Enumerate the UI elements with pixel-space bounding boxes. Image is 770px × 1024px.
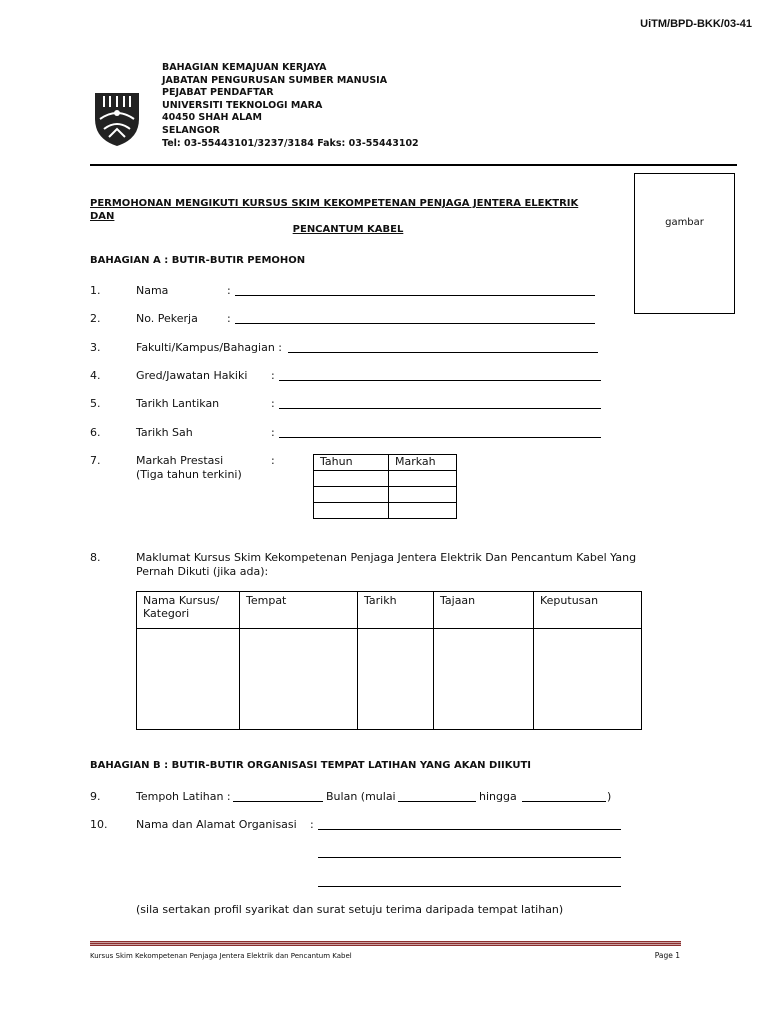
fakulti-input-line[interactable] [288,352,598,353]
table-header-tajaan: Tajaan [434,592,534,629]
mulai-input-line[interactable] [398,801,476,802]
table-cell[interactable] [358,629,434,730]
markah-prestasi-table [313,454,457,519]
nama-input-line[interactable] [235,295,595,296]
table-cell[interactable] [314,471,389,487]
table-header-nama-kursus [137,592,240,629]
table-cell[interactable] [534,629,642,730]
section-a-heading: BAHAGIAN A : BUTIR-BUTIR PEMOHON [90,255,306,266]
field-number: 1. [90,284,101,297]
markah-prestasi-colon: : [271,454,275,467]
organisasi-input-line-3[interactable] [318,886,621,887]
close-paren: ) [607,790,612,803]
footer-divider [90,941,681,946]
address-line: BAHAGIAN KEMAJUAN KERJAYA [162,62,327,73]
markah-prestasi-label: Markah Prestasi [136,454,224,467]
form-title-line2: PENCANTUM KABEL [292,224,404,235]
address-line: JABATAN PENGURUSAN SUMBER MANUSIA [162,74,388,86]
nama-alamat-colon: : [310,818,314,831]
organisasi-input-line-1[interactable] [318,829,621,830]
field-number: 4. [90,369,101,382]
form-title [90,197,606,236]
table-header-tahun: Tahun [314,455,389,471]
field-number: 7. [90,454,101,467]
table-cell[interactable] [389,487,457,503]
field-number: 8. [90,551,101,564]
nama-colon: : [227,284,231,297]
table-cell[interactable] [314,503,389,519]
bulan-mulai-label: Bulan (mulai [326,790,396,803]
kursus-info-line1: Maklumat Kursus Skim Kekompetenan Penjaga Jentera Elektrik Dan Pencantum Kabel Yang [136,551,637,564]
field-number: 5. [90,397,101,410]
table-cell[interactable] [314,487,389,503]
form-title-line1: PERMOHONAN MENGIKUTI KURSUS SKIM KEKOMPETENAN PENJAGA JENTERA ELEKTRIK DAN [90,198,579,222]
table-cell[interactable] [137,629,240,730]
tarikh-sah-label: Tarikh Sah [136,426,193,439]
form-reference-code: UiTM/BPD-BKK/03-41 [640,18,752,30]
tarikh-lantikan-colon: : [271,397,275,410]
tarikh-lantikan-label: Tarikh Lantikan [136,397,220,410]
kursus-history-table [136,591,642,730]
table-header-tempat: Tempat [240,592,358,629]
footer-course-name: Kursus Skim Kekompetenan Penjaga Jentera Elektrik dan Pencantum Kabel [90,952,352,960]
fakulti-label: Fakulti/Kampus/Bahagian : [136,341,283,354]
tempoh-latihan-label: Tempoh Latihan : [136,790,231,803]
markah-prestasi-sublabel: (Tiga tahun terkini) [136,468,242,481]
header-divider [90,164,737,166]
field-number: 3. [90,341,101,354]
section-b-heading: BAHAGIAN B : BUTIR-BUTIR ORGANISASI TEMPAT LATIHAN YANG AKAN DIIKUTI [90,760,532,771]
gred-jawatan-label: Gred/Jawatan Hakiki [136,369,248,382]
hingga-label: hingga [479,790,517,803]
tarikh-sah-input-line[interactable] [279,437,601,438]
lampiran-note: (sila sertakan profil syarikat dan surat setuju terima daripada tempat latihan) [136,903,564,916]
address-line: PEJABAT PENDAFTAR [162,87,274,99]
photo-box[interactable] [634,173,735,314]
gred-jawatan-colon: : [271,369,275,382]
no-pekerja-input-line[interactable] [235,323,595,324]
hingga-input-line[interactable] [522,801,606,802]
header-nama-kursus: Nama Kursus/ [143,594,220,607]
address-line: 40450 SHAH ALAM [162,112,262,124]
contact-line: Tel: 03-55443101/3237/3184 Faks: 03-55443102 [162,137,419,149]
no-pekerja-colon: : [227,312,231,325]
table-header-tarikh: Tarikh [358,592,434,629]
tempoh-bulan-input-line[interactable] [233,801,323,802]
photo-box-label: gambar [665,217,704,228]
field-number: 10. [90,818,108,831]
uitm-logo-icon [92,89,142,147]
table-header-keputusan: Keputusan [534,592,642,629]
table-cell[interactable] [240,629,358,730]
page-number: Page 1 [654,951,680,960]
gred-jawatan-input-line[interactable] [279,380,601,381]
tarikh-sah-colon: : [271,426,275,439]
nama-label: Nama [136,284,169,297]
table-cell[interactable] [389,503,457,519]
kursus-info-line2: Pernah Dikuti (jika ada): [136,565,269,578]
header-kategori: Kategori [143,607,190,620]
table-cell[interactable] [434,629,534,730]
address-line: SELANGOR [162,124,220,136]
table-cell[interactable] [389,471,457,487]
organisasi-input-line-2[interactable] [318,857,621,858]
address-block [162,62,419,150]
nama-alamat-organisasi-label: Nama dan Alamat Organisasi [136,818,297,831]
field-number: 9. [90,790,101,803]
address-line: UNIVERSITI TEKNOLOGI MARA [162,99,323,111]
tarikh-lantikan-input-line[interactable] [279,408,601,409]
field-number: 2. [90,312,101,325]
field-number: 6. [90,426,101,439]
table-header-markah: Markah [389,455,457,471]
no-pekerja-label: No. Pekerja [136,312,198,325]
